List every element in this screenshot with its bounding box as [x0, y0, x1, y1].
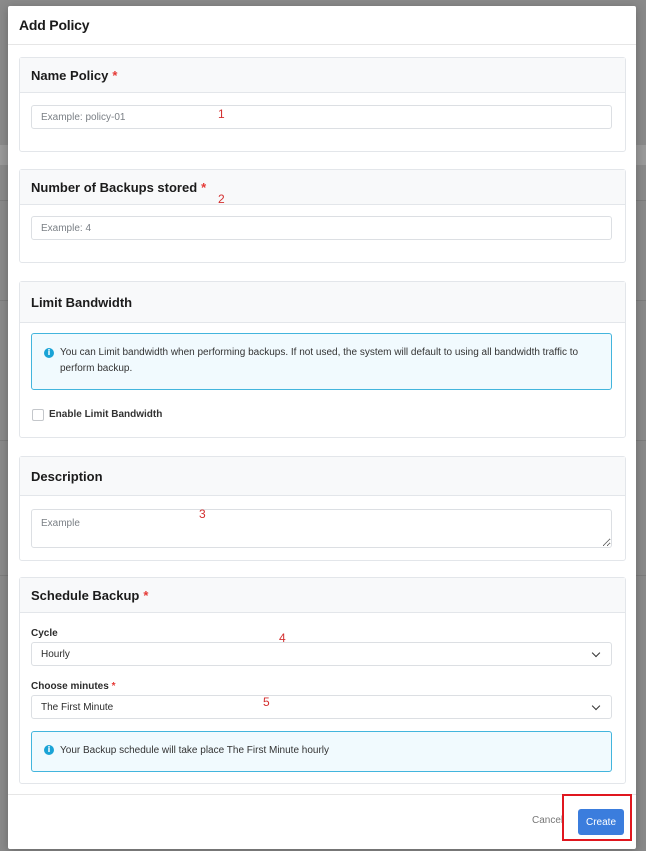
cancel-button[interactable]: Cancel: [532, 815, 564, 826]
schedule-backup-card: [19, 577, 626, 784]
name-policy-input[interactable]: [31, 105, 612, 129]
chevron-down-icon: [592, 702, 600, 710]
card-header: [20, 578, 625, 613]
minutes-value: The First Minute: [41, 701, 114, 713]
schedule-info-alert: [31, 731, 612, 772]
card-title: Limit Bandwidth: [31, 294, 133, 310]
required-mark: *: [201, 179, 207, 195]
choose-minutes-label: [31, 681, 115, 692]
modal-header: [8, 6, 636, 45]
create-button[interactable]: Create: [578, 809, 624, 835]
description-card: [19, 456, 626, 561]
cycle-select[interactable]: [31, 642, 612, 666]
annotation-number: 2: [218, 192, 225, 206]
minutes-select[interactable]: [31, 695, 612, 719]
create-button-highlight: [562, 794, 632, 841]
card-title: Schedule Backup: [31, 587, 140, 603]
required-mark: *: [112, 67, 118, 83]
info-icon: i: [44, 745, 54, 755]
annotation-number: 5: [263, 695, 270, 709]
annotation-number: 4: [279, 631, 286, 645]
limit-bandwidth-card: [19, 281, 626, 438]
backups-stored-input[interactable]: [31, 216, 612, 240]
card-header: [20, 457, 625, 496]
chevron-down-icon: [592, 649, 600, 657]
alert-line: perform backup.: [60, 363, 133, 374]
info-icon: i: [44, 348, 54, 358]
card-title: Number of Backups stored: [31, 179, 198, 195]
add-policy-modal: [8, 6, 636, 849]
cycle-label: Cycle: [31, 628, 58, 639]
enable-limit-bandwidth-checkbox[interactable]: [32, 409, 44, 421]
modal-title: Add Policy: [19, 17, 90, 33]
card-header: [20, 170, 625, 205]
name-policy-card: [19, 57, 626, 152]
modal-footer: [8, 794, 636, 850]
annotation-number: 3: [199, 507, 206, 521]
required-mark: *: [143, 587, 149, 603]
card-title: Name Policy: [31, 67, 109, 83]
minutes-label-text: Choose minutes: [31, 681, 109, 692]
card-header: [20, 58, 625, 93]
cycle-value: Hourly: [41, 648, 70, 660]
bandwidth-info-alert: [31, 333, 612, 390]
card-title: Description: [31, 468, 103, 484]
backups-stored-card: [19, 169, 626, 263]
description-textarea[interactable]: [31, 509, 612, 548]
alert-text: [60, 345, 601, 377]
checkbox-label[interactable]: Enable Limit Bandwidth: [49, 409, 163, 420]
card-header: [20, 282, 625, 323]
schedule-info-text: Your Backup schedule will take place The First Minute hourly: [60, 745, 330, 756]
alert-line: You can Limit bandwidth when performing backups. If not used, the system will default to using all bandwidth traffic to: [60, 347, 579, 358]
required-mark: *: [111, 681, 116, 692]
annotation-number: 1: [218, 107, 225, 121]
